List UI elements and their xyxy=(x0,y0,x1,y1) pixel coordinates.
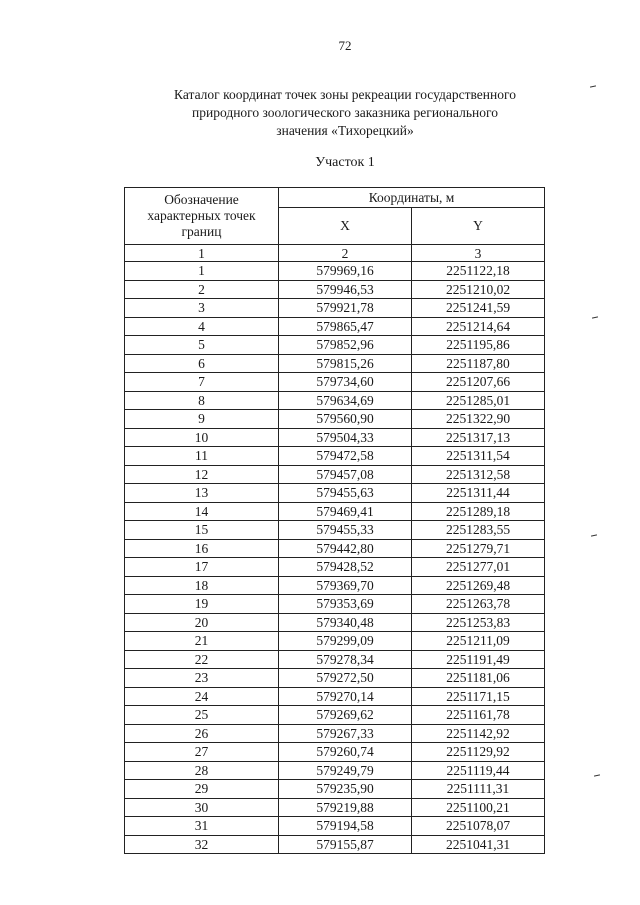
table-row xyxy=(125,262,545,281)
table-row xyxy=(125,428,545,447)
y-coordinate-cell: 2251317,13 xyxy=(412,428,545,447)
y-coordinate-cell: 2251181,06 xyxy=(412,669,545,688)
x-coordinate-cell: 579442,80 xyxy=(279,539,412,558)
x-coordinate-cell: 579270,14 xyxy=(279,687,412,706)
table-row xyxy=(125,465,545,484)
y-coordinate-cell: 2251253,83 xyxy=(412,613,545,632)
x-coordinate-cell: 579469,41 xyxy=(279,502,412,521)
point-number-cell: 20 xyxy=(125,613,279,632)
y-coordinate-cell: 2251119,44 xyxy=(412,761,545,780)
y-coordinate-cell: 2251277,01 xyxy=(412,558,545,577)
table-row xyxy=(125,558,545,577)
x-coordinate-cell: 579278,34 xyxy=(279,650,412,669)
y-coordinate-cell: 2251322,90 xyxy=(412,410,545,429)
point-number-cell: 7 xyxy=(125,373,279,392)
table-row xyxy=(125,539,545,558)
y-coordinate-cell: 2251311,44 xyxy=(412,484,545,503)
y-coordinate-cell: 2251210,02 xyxy=(412,280,545,299)
y-coordinate-cell: 2251191,49 xyxy=(412,650,545,669)
point-number-cell: 11 xyxy=(125,447,279,466)
table-row xyxy=(125,798,545,817)
y-coordinate-cell: 2251041,31 xyxy=(412,835,545,854)
x-coordinate-cell: 579852,96 xyxy=(279,336,412,355)
x-coordinate-cell: 579353,69 xyxy=(279,595,412,614)
y-coordinate-cell: 2251211,09 xyxy=(412,632,545,651)
x-coordinate-cell: 579504,33 xyxy=(279,428,412,447)
y-coordinate-cell: 2251263,78 xyxy=(412,595,545,614)
y-coordinate-cell: 2251214,64 xyxy=(412,317,545,336)
point-number-cell: 13 xyxy=(125,484,279,503)
title-line: Каталог координат точек зоны рекреации государственного xyxy=(174,87,516,102)
y-coordinate-cell: 2251312,58 xyxy=(412,465,545,484)
table-row xyxy=(125,447,545,466)
header-x: X xyxy=(279,208,412,245)
table-row xyxy=(125,743,545,762)
y-coordinate-cell: 2251161,78 xyxy=(412,706,545,725)
margin-mark xyxy=(592,316,598,318)
table-row xyxy=(125,576,545,595)
column-number: 3 xyxy=(412,245,545,262)
title-line: природного зоологического заказника регионального xyxy=(192,105,498,120)
x-coordinate-cell: 579299,09 xyxy=(279,632,412,651)
table-row xyxy=(125,817,545,836)
margin-mark xyxy=(590,85,596,87)
point-number-cell: 5 xyxy=(125,336,279,355)
point-number-cell: 32 xyxy=(125,835,279,854)
table-row xyxy=(125,373,545,392)
table-row xyxy=(125,410,545,429)
header-coordinates: Координаты, м xyxy=(279,188,545,208)
x-coordinate-cell: 579267,33 xyxy=(279,724,412,743)
section-heading: Участок 1 xyxy=(315,155,375,170)
x-coordinate-cell: 579260,74 xyxy=(279,743,412,762)
column-number: 2 xyxy=(279,245,412,262)
point-number-cell: 6 xyxy=(125,354,279,373)
table-row xyxy=(125,299,545,318)
table-row xyxy=(125,780,545,799)
table-row xyxy=(125,687,545,706)
point-number-cell: 31 xyxy=(125,817,279,836)
x-coordinate-cell: 579455,33 xyxy=(279,521,412,540)
point-number-cell: 30 xyxy=(125,798,279,817)
table-row xyxy=(125,761,545,780)
title-line: значения «Тихорецкий» xyxy=(276,123,414,138)
y-coordinate-cell: 2251129,92 xyxy=(412,743,545,762)
point-number-cell: 8 xyxy=(125,391,279,410)
point-number-cell: 16 xyxy=(125,539,279,558)
x-coordinate-cell: 579815,26 xyxy=(279,354,412,373)
table-row xyxy=(125,354,545,373)
x-coordinate-cell: 579634,69 xyxy=(279,391,412,410)
point-number-cell: 18 xyxy=(125,576,279,595)
y-coordinate-cell: 2251283,55 xyxy=(412,521,545,540)
x-coordinate-cell: 579734,60 xyxy=(279,373,412,392)
table-row xyxy=(125,280,545,299)
y-coordinate-cell: 2251187,80 xyxy=(412,354,545,373)
point-number-cell: 25 xyxy=(125,706,279,725)
point-number-cell: 1 xyxy=(125,262,279,281)
table-row xyxy=(125,317,545,336)
table-row xyxy=(125,502,545,521)
table-row xyxy=(125,595,545,614)
coordinates-table xyxy=(124,187,545,854)
point-number-cell: 21 xyxy=(125,632,279,651)
page-number: 72 xyxy=(338,38,352,53)
y-coordinate-cell: 2251078,07 xyxy=(412,817,545,836)
point-number-cell: 9 xyxy=(125,410,279,429)
table-row xyxy=(125,650,545,669)
header-point-designation: Обозначение характерных точек границ xyxy=(125,188,279,245)
y-coordinate-cell: 2251100,21 xyxy=(412,798,545,817)
y-coordinate-cell: 2251279,71 xyxy=(412,539,545,558)
y-coordinate-cell: 2251122,18 xyxy=(412,262,545,281)
table-row xyxy=(125,336,545,355)
x-coordinate-cell: 579428,52 xyxy=(279,558,412,577)
y-coordinate-cell: 2251289,18 xyxy=(412,502,545,521)
x-coordinate-cell: 579249,79 xyxy=(279,761,412,780)
point-number-cell: 15 xyxy=(125,521,279,540)
table-row xyxy=(125,724,545,743)
x-coordinate-cell: 579235,90 xyxy=(279,780,412,799)
x-coordinate-cell: 579472,58 xyxy=(279,447,412,466)
y-coordinate-cell: 2251285,01 xyxy=(412,391,545,410)
x-coordinate-cell: 579969,16 xyxy=(279,262,412,281)
point-number-cell: 29 xyxy=(125,780,279,799)
table-row xyxy=(125,484,545,503)
header-y: Y xyxy=(412,208,545,245)
y-coordinate-cell: 2251207,66 xyxy=(412,373,545,392)
table-row xyxy=(125,613,545,632)
x-coordinate-cell: 579946,53 xyxy=(279,280,412,299)
table-row xyxy=(125,521,545,540)
x-coordinate-cell: 579865,47 xyxy=(279,317,412,336)
y-coordinate-cell: 2251142,92 xyxy=(412,724,545,743)
x-coordinate-cell: 579155,87 xyxy=(279,835,412,854)
point-number-cell: 14 xyxy=(125,502,279,521)
point-number-cell: 10 xyxy=(125,428,279,447)
y-coordinate-cell: 2251241,59 xyxy=(412,299,545,318)
table-row xyxy=(125,632,545,651)
table-row xyxy=(125,669,545,688)
point-number-cell: 24 xyxy=(125,687,279,706)
point-number-cell: 2 xyxy=(125,280,279,299)
x-coordinate-cell: 579560,90 xyxy=(279,410,412,429)
margin-mark xyxy=(591,534,597,536)
table-row xyxy=(125,835,545,854)
x-coordinate-cell: 579272,50 xyxy=(279,669,412,688)
column-number: 1 xyxy=(125,245,279,262)
margin-mark xyxy=(594,774,600,776)
x-coordinate-cell: 579455,63 xyxy=(279,484,412,503)
point-number-cell: 4 xyxy=(125,317,279,336)
point-number-cell: 28 xyxy=(125,761,279,780)
x-coordinate-cell: 579269,62 xyxy=(279,706,412,725)
y-coordinate-cell: 2251195,86 xyxy=(412,336,545,355)
point-number-cell: 22 xyxy=(125,650,279,669)
point-number-cell: 12 xyxy=(125,465,279,484)
x-coordinate-cell: 579194,58 xyxy=(279,817,412,836)
point-number-cell: 27 xyxy=(125,743,279,762)
y-coordinate-cell: 2251311,54 xyxy=(412,447,545,466)
point-number-cell: 23 xyxy=(125,669,279,688)
y-coordinate-cell: 2251171,15 xyxy=(412,687,545,706)
x-coordinate-cell: 579457,08 xyxy=(279,465,412,484)
document-title xyxy=(120,86,570,140)
x-coordinate-cell: 579340,48 xyxy=(279,613,412,632)
point-number-cell: 19 xyxy=(125,595,279,614)
table-row xyxy=(125,706,545,725)
point-number-cell: 3 xyxy=(125,299,279,318)
point-number-cell: 17 xyxy=(125,558,279,577)
table-row xyxy=(125,391,545,410)
x-coordinate-cell: 579219,88 xyxy=(279,798,412,817)
y-coordinate-cell: 2251111,31 xyxy=(412,780,545,799)
y-coordinate-cell: 2251269,48 xyxy=(412,576,545,595)
x-coordinate-cell: 579921,78 xyxy=(279,299,412,318)
point-number-cell: 26 xyxy=(125,724,279,743)
x-coordinate-cell: 579369,70 xyxy=(279,576,412,595)
